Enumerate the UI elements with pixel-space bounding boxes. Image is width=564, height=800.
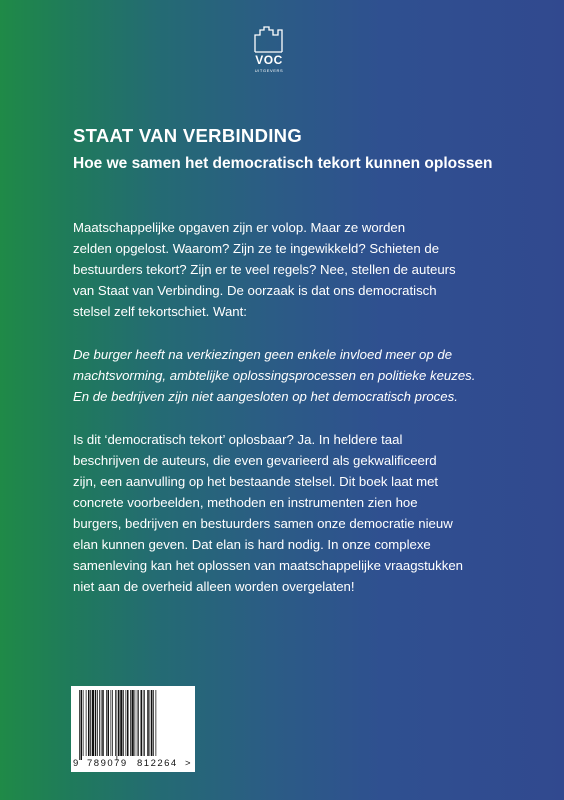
- text-line: De burger heeft na verkiezingen geen enkele invloed meer op de: [73, 347, 453, 362]
- isbn-marker: >: [185, 758, 191, 769]
- barcode-bar: [137, 690, 138, 756]
- building-outline-icon: [252, 26, 286, 54]
- blurb-paragraph-3: [73, 429, 493, 597]
- isbn-first-digit: 9: [73, 758, 79, 769]
- barcode-bar: [86, 690, 87, 756]
- barcode-bar: [111, 690, 112, 756]
- barcode-bar: [117, 690, 118, 760]
- text-line: stelsel zelf tekortschiet. Want:: [73, 304, 247, 319]
- barcode-bar: [90, 690, 91, 756]
- text-line: zijn, een aanvulling op het bestaande stelsel. Dit boek laat met: [73, 474, 439, 489]
- publisher-logo: [249, 26, 295, 78]
- text-line: samenleving kan het oplossen van maatschappelijke vraagstukken: [73, 558, 463, 573]
- barcode-bar: [95, 690, 97, 756]
- barcode-bar: [132, 690, 134, 756]
- barcode-bar: [79, 690, 80, 760]
- text-line: burgers, bedrijven en bestuurders samen onze democratie nieuw: [73, 516, 453, 531]
- barcode-bar: [153, 690, 154, 756]
- blurb: [73, 217, 493, 597]
- barcode-bar: [127, 690, 129, 756]
- barcode-bar: [102, 690, 104, 756]
- text-line: bestuurders tekort? Zijn er te veel regels? Nee, stellen de auteurs: [73, 262, 456, 277]
- barcode-bar: [150, 690, 151, 756]
- barcode-bar: [92, 690, 94, 756]
- barcode-bar: [156, 690, 157, 756]
- book-title: STAAT VAN VERBINDING: [73, 125, 303, 146]
- text-line: elan kunnen geven. Dat elan is hard nodig. In onze complexe: [73, 537, 431, 552]
- blurb-paragraph-italic: [73, 344, 493, 407]
- barcode-bar: [108, 690, 110, 756]
- logo-text: VOC: [255, 53, 283, 67]
- barcode-bar: [130, 690, 131, 756]
- barcode-bar: [147, 690, 149, 756]
- isbn-group-1: 789079: [87, 758, 128, 769]
- barcode-bar: [81, 690, 83, 760]
- barcode-bar: [115, 690, 116, 756]
- barcode-bar: [106, 690, 107, 756]
- barcode-bar: [144, 690, 145, 756]
- barcode-bar: [120, 690, 122, 756]
- barcode-bar: [101, 690, 102, 756]
- text-line: van Staat van Verbinding. De oorzaak is dat ons democratisch: [73, 283, 437, 298]
- text-line: beschrijven de auteurs, die even gevarieerd als gekwalificeerd: [73, 453, 437, 468]
- barcode-bar: [126, 690, 127, 756]
- isbn-group-2: 812264: [137, 758, 178, 769]
- barcode-bar: [112, 690, 113, 756]
- text-line: niet aan de overheid alleen worden overgelaten!: [73, 579, 355, 594]
- text-line: concrete voorbeelden, methoden en instrumenten zien hoe: [73, 495, 418, 510]
- barcode-bar: [118, 690, 120, 756]
- text-line: Is dit ‘democratisch tekort’ oplosbaar? Ja. In heldere taal: [73, 432, 403, 447]
- barcode-bar: [99, 690, 100, 756]
- barcode-bar: [143, 690, 144, 756]
- text-line: machtsvorming, ambtelijke oplossingsprocessen en politieke keuzes.: [73, 368, 476, 383]
- text-line: En de bedrijven zijn niet aangesloten op het democratisch proces.: [73, 389, 458, 404]
- barcode-bar: [138, 690, 139, 756]
- isbn-barcode: [71, 686, 195, 772]
- text-line: Maatschappelijke opgaven zijn er volop. Maar ze worden: [73, 220, 406, 235]
- barcode-bar: [88, 690, 90, 756]
- barcode-bar: [123, 690, 124, 756]
- barcode-bar: [141, 690, 143, 756]
- isbn-digits: [73, 758, 193, 770]
- barcode-bar: [97, 690, 98, 756]
- barcode-bar: [151, 690, 153, 756]
- logo-subtext: UITGEVERS: [254, 68, 284, 73]
- barcode-bar: [83, 690, 84, 756]
- barcode-bar: [135, 690, 136, 756]
- text-line: zelden opgelost. Waarom? Zijn ze te ingewikkeld? Schieten de: [73, 241, 440, 256]
- blurb-paragraph-1: [73, 217, 493, 322]
- book-subtitle: Hoe we samen het democratisch tekort kunnen oplossen: [73, 155, 493, 172]
